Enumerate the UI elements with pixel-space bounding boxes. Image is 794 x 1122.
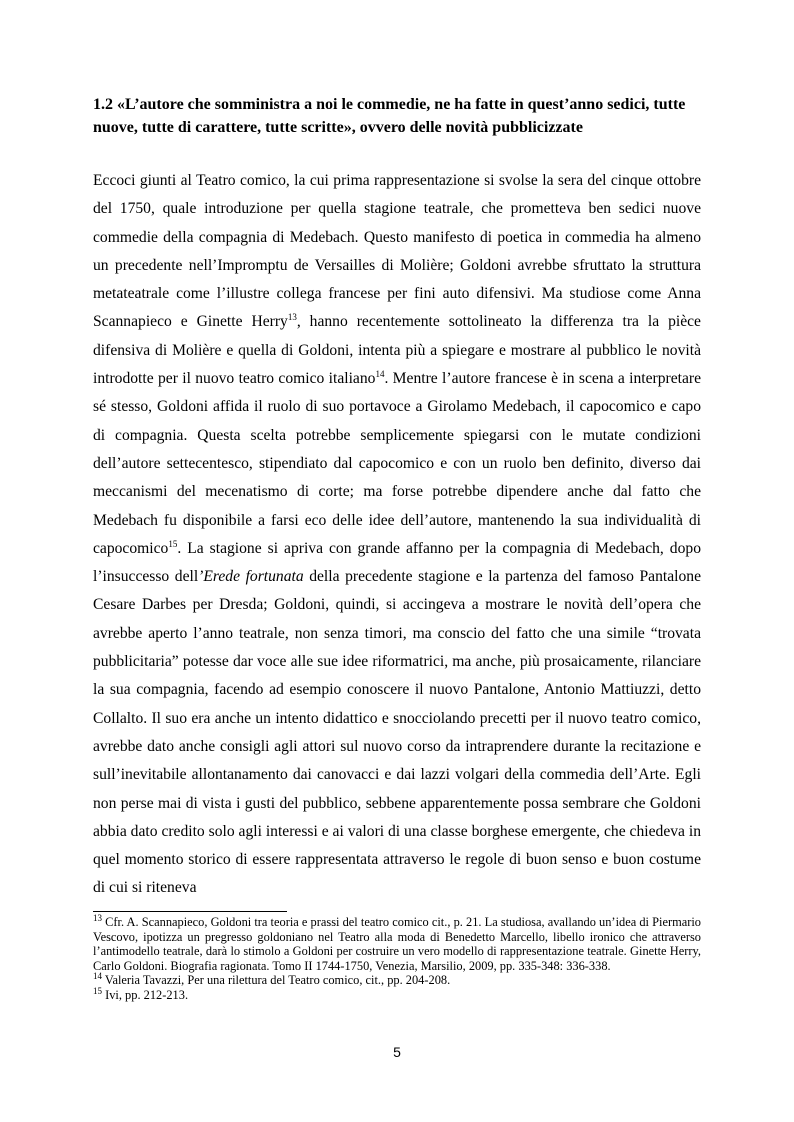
footnote-number: 14 xyxy=(93,971,102,982)
body-text-part: della precedente stagione e la partenza del famoso Pantalone Cesare Darbes per Dresda; Goldoni, quindi, si accingeva a mostrare le novità dell’opera che avrebbe aperto l’anno teatrale, non senza timori, ma conscio del fatto che una simile “trovata pubblicitaria” potesse dar voce alle sue idee riformatrici, ma anche, più prosaicamente, rilanciare la sua compagnia, facendo ad esempio conoscere il nuovo Pantalone, Antonio Mattiuzzi, detto Collalto. Il suo era anche un intento didattico e snocciolando precetti per il nuovo teatro comico, avrebbe dato anche consigli agli attori sul nuovo corso da intraprendere durante la recitazione e sull’inevitabile allontanamento dai canovacci e dai lazzi volgari della commedia dell’Arte. Egli non perse mai di vista i gusti del pubblico, sebbene apparentemente possa sembrare che Goldoni abbia dato credito solo agli interessi e ai valori di una classe borghese emergente, che chiedeva in quel momento storico di essere rappresentata attraverso le regole di buon senso e buon costume di cui si riteneva xyxy=(93,568,701,897)
body-text-part: Eccoci giunti al Teatro comico, la cui prima rappresentazione si svolse la sera del cinque ottobre del 1750, quale introduzione per quella stagione teatrale, che prometteva ben sedici nuove commedie della compagnia di Medebach. Questo manifesto di poetica in commedia ha almeno un precedente nell’Impromptu de Versailles di Molière; Goldoni avrebbe sfruttato la struttura metateatrale come l’illustre collega francese per fini auto difensivi. Ma studiose come Anna Scannapieco e Ginette Herry xyxy=(93,172,701,331)
footnotes xyxy=(93,912,701,1003)
section-number: 1.2 xyxy=(93,96,113,113)
body-text-part: . Mentre l’autore francese è in scena a interpretare sé stesso, Goldoni affida il ruolo di suo portavoce a Girolamo Medebach, il capocomico e capo di compagnia. Questa scelta potrebbe semplicemente spiegarsi con le mutate condizioni dell’autore settecentesco, stipendiato dal capocomico e con un ruolo ben definito, diverso dai meccanismi del mecenatismo di corte; ma forse potrebbe dipendere anche dal fatto che Medebach fu disponibile a farsi eco delle idee dell’autore, mantenendo la sua individualità di capocomico xyxy=(93,370,702,557)
section-title: «L’autore che somministra a noi le commedie, ne ha fatte in quest’anno sedici, tutte nuove, tutte di carattere, tutte scritte», ovvero delle novità pubblicizzate xyxy=(93,96,686,136)
footnote-13 xyxy=(93,912,701,973)
footnote-separator xyxy=(93,911,287,912)
body-text-part: , hanno recentemente sottolineato la differenza tra la pièce difensiva di Molière e quella di Goldoni, intenta più a spiegare e mostrare al pubblico le novità introdotte per il nuovo teatro comico italiano xyxy=(93,313,701,388)
footnote-number: 13 xyxy=(93,912,102,923)
body-text-part: . La stagione si apriva con grande affanno per la compagnia di Medebach, dopo l’insuccesso dell xyxy=(93,539,701,586)
page-number: 5 xyxy=(393,1044,401,1060)
footnote-14 xyxy=(93,973,701,988)
footnote-text: Cfr. A. Scannapieco, Goldoni tra teoria e prassi del teatro comico cit., p. 21. La studiosa, avallando un’idea di Piermario Vescovo, ipotizza un pregresso goldoniano nel Teatro alla moda di Benedetto Marcello, libello ironico che attraverso l’antimodello teatrale, darà lo stimolo a Goldoni per costruire un vero modello di rappresentazione teatrale. Ginette Herry, Carlo Goldoni. Biografia ragionata. Tomo II 1744-1750, Venezia, Marsilio, 2009, pp. 335-348: 336-338. xyxy=(93,915,701,973)
body-paragraph xyxy=(93,167,701,903)
footnote-number: 15 xyxy=(93,985,102,996)
footnote-ref-15: 15 xyxy=(168,538,178,549)
section-heading xyxy=(93,93,703,139)
italic-title: ’Erede fortunata xyxy=(198,568,304,586)
footnote-15 xyxy=(93,985,701,1003)
footnote-text: Valeria Tavazzi, Per una rilettura del Teatro comico, cit., pp. 204-208. xyxy=(102,973,451,988)
footnote-ref-14: 14 xyxy=(375,368,385,379)
footnote-ref-13: 13 xyxy=(287,312,297,323)
footnote-text: Ivi, pp. 212-213. xyxy=(102,987,189,1002)
